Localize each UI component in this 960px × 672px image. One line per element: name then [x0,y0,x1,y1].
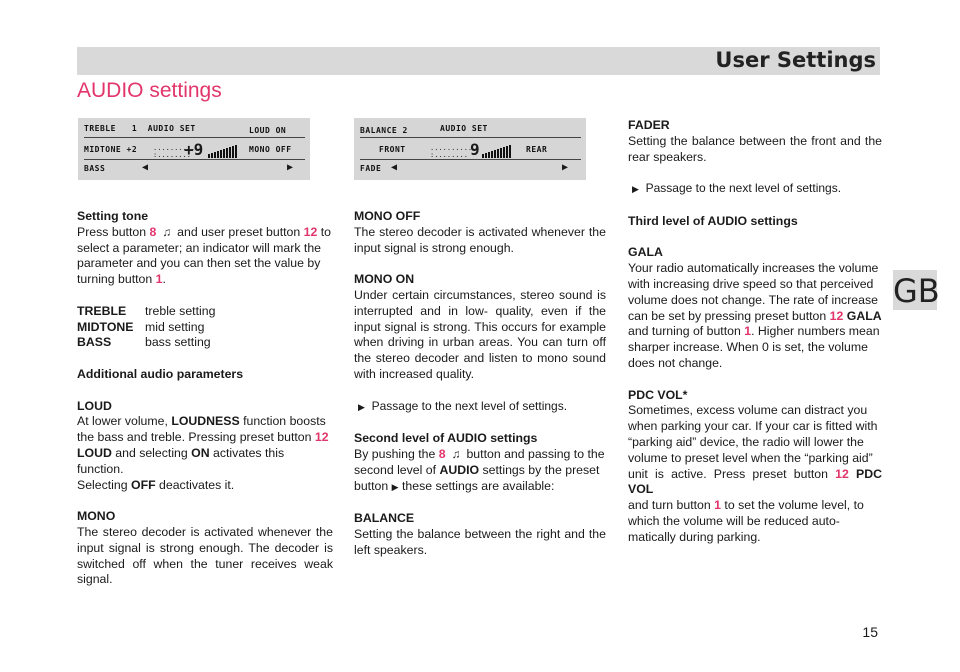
mono-off-text: The stereo decoder is activated whenever the input signal is strong enough. [354,224,606,255]
pdc-line3: “parking aid” device, the radio will lower the [628,434,864,449]
column-middle [354,209,606,559]
lcd-display-tone [78,118,310,180]
lcd2-value: 9 [470,140,480,159]
lcd1-row1-left: TREBLE 1 AUDIO SET [84,124,196,133]
lcd1-level-bars [208,144,237,158]
gala-line1: Your radio automatically increases the volume [628,261,879,276]
pdc-line7: which the volume will be reduced auto- [628,513,840,528]
mono-on-heading: MONO ON [354,272,415,287]
gala-line3: volume does not change. The rate of increase [628,292,878,307]
lcd1-right-arrow-icon: ▶ [287,162,294,173]
lcd1-row3-left: BASS [84,164,106,173]
language-tab: GB [893,272,940,310]
mono-on-text: Under certain circumstances, stereo sound is interrupted and in low- quality, even if the input signal is strong. This occurs for example when driving in urban areas. You can turn off the stereo decoder and listen to mono sound with increased quality. [354,287,606,381]
lcd2-row1-left: BALANCE 2 [360,126,408,135]
gala-line7: does not change. [628,355,723,370]
mono-heading: MONO [77,509,116,524]
lcd2-level-bars [482,144,511,158]
lcd2-row2-left: FRONT [379,145,406,154]
pdc-line5: unit is active. Press preset button 12 PDC VOL [628,466,882,497]
lcd2-row2-right: REAR [526,145,548,154]
lcd1-level-dots: .......... :........ [153,144,196,159]
setting-tone-line4: turning button 1. [77,272,166,287]
tone-definitions [77,304,215,351]
pdc-line8: matically during parking. [628,529,761,544]
lcd2-row3-left: FADE [360,164,382,173]
fader-heading: FADER [628,118,670,132]
lcd2-rule-bottom [360,159,581,160]
mono-off-heading: MONO OFF [354,209,421,223]
lcd1-rule-top [84,137,305,138]
triangle-right-icon: ▶ [391,481,399,492]
pdc-line6: and turn button 1 to set the volume level, to [628,498,864,513]
balance-text: Setting the balance between the right and the left speakers. [354,526,606,557]
loud-heading: LOUD [77,398,112,413]
lcd2-row1-mid: AUDIO SET [440,124,488,133]
pdc-line4: volume to preset level when the “parking aid” [628,450,873,465]
def-row: TREBLE treble setting [77,303,216,318]
lcd1-row1-right: LOUD ON [249,126,287,135]
def-row: BASS bass setting [77,335,211,350]
column-left [77,209,333,588]
lcd1-row2-right: MONO OFF [249,145,292,154]
triangle-right-icon: ▶ [358,401,365,412]
setting-tone-line2: select a parameter; an indicator will mark the [77,240,321,255]
lcd2-level-dots: .......... :........ [430,144,473,159]
gala-line5: and turning of button 1. Higher numbers mean [628,324,880,339]
passage-note: ▶ Passage to the next level of settings. [358,398,568,413]
loud-line3: LOUD and selecting ON activates this function. [77,445,285,476]
def-row: MIDTONE mid setting [77,319,205,334]
page-header-title: User Settings [715,48,876,72]
second-level-heading: Second level of AUDIO settings [354,431,538,446]
second-level-line1: By pushing the 8 ♫ button and passing to the [354,446,605,461]
gala-line2: with increasing drive speed so that perceived [628,276,874,291]
second-level-line3: button ▶ these settings are available: [354,478,555,493]
gala-line4: can be set by pressing preset button 12 GALA [628,308,882,323]
lcd-display-balance [354,118,586,180]
music-note-icon: ♫ [162,224,172,239]
lcd1-row2-left: MIDTONE +2 [84,145,138,154]
balance-heading: BALANCE [354,511,415,526]
lcd1-rule-bottom [84,159,305,160]
pdc-heading: PDC VOL* [628,387,688,402]
gala-line6: sharper increase. When 0 is set, the volume [628,340,868,355]
lcd2-right-arrow-icon: ▶ [562,162,569,173]
page-number: 15 [862,624,878,640]
lcd1-left-arrow-icon: ◀ [142,162,149,173]
fader-text: Setting the balance between the front and the rear speakers. [628,133,882,164]
setting-tone-line1: Press button 8 ♫ and user preset button 12 to [77,224,332,239]
mono-text: The stereo decoder is activated whenever the input signal is strong enough. The decoder is switched off when the tuner receives weak signal. [77,524,333,587]
second-level-line2: second level of AUDIO settings by the preset [354,462,600,477]
pdc-line2: when parking your car. If your car is fitted with [628,419,878,434]
lcd2-rule-top [360,137,581,138]
music-note-icon: ♫ [451,446,461,461]
section-title: AUDIO settings [77,79,222,102]
triangle-right-icon: ▶ [632,184,639,195]
loud-line4: Selecting OFF deactivates it. [77,477,235,492]
gala-heading: GALA [628,245,663,260]
lcd1-value: +9 [184,140,204,159]
lcd2-left-arrow-icon: ◀ [391,162,398,173]
additional-heading: Additional audio parameters [77,366,244,381]
column-right [628,118,882,546]
third-level-heading: Third level of AUDIO settings [628,213,798,228]
pdc-line1: Sometimes, excess volume can distract you [628,403,868,418]
passage-note: ▶ Passage to the next level of settings. [632,181,842,196]
setting-tone-line3: parameter and you can then set the value by [77,256,321,271]
setting-tone-heading: Setting tone [77,209,149,223]
loud-line1: At lower volume, LOUDNESS function boosts [77,414,326,429]
loud-line2: the bass and treble. Pressing preset button 12 [77,430,329,445]
